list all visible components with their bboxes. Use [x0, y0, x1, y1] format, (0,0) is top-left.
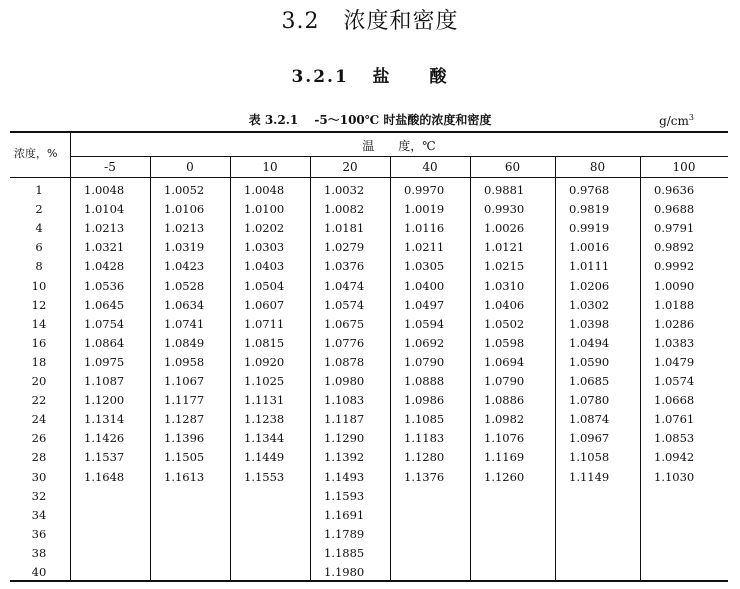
density-cell: 1.0019	[404, 202, 445, 217]
density-cell: 1.0016	[569, 240, 610, 255]
temperature-header: 温 度，℃	[362, 139, 436, 153]
concentration-cell: 28	[31, 450, 47, 465]
density-cell: 1.0975	[84, 354, 125, 369]
density-cell: 1.1314	[84, 412, 125, 427]
density-cell: 1.0202	[244, 221, 285, 236]
concentration-cell: 4	[35, 221, 43, 236]
density-cell: 1.1648	[84, 469, 125, 484]
density-cell: 1.1177	[164, 393, 205, 408]
density-cell: 1.0403	[244, 259, 285, 274]
concentration-cell: 2	[35, 202, 43, 217]
density-cell: 0.9892	[654, 240, 695, 255]
density-cell: 1.1131	[244, 393, 285, 408]
section-title	[0, 4, 740, 35]
density-cell: 1.0048	[84, 183, 125, 197]
subsection-number: 3.2.1	[291, 67, 349, 87]
temperature-header-rule	[70, 156, 728, 157]
density-cell: 1.0536	[84, 278, 125, 293]
concentration-cell: 26	[31, 431, 47, 446]
density-cell: 1.1537	[84, 450, 125, 465]
density-cell: 1.0474	[324, 278, 365, 293]
density-cell: 1.1980	[324, 565, 365, 579]
density-cell: 1.0213	[84, 221, 125, 236]
density-cell: 1.0211	[404, 240, 445, 255]
density-cell: 0.9636	[654, 183, 695, 197]
column-header-temp: -5	[104, 160, 116, 174]
table-top-rule	[10, 131, 728, 133]
density-cell: 1.0319	[164, 240, 205, 255]
density-cell: 1.0406	[484, 297, 525, 312]
density-cell: 0.9881	[484, 183, 525, 197]
column-divider	[150, 156, 151, 580]
density-cell: 1.0790	[404, 354, 445, 369]
density-cell: 1.0980	[324, 374, 365, 388]
density-cell: 1.0942	[654, 450, 695, 465]
density-cell: 1.1067	[164, 374, 205, 388]
density-cell: 1.0504	[244, 278, 285, 293]
density-cell: 1.0052	[164, 183, 205, 197]
column-header-temp: 100	[672, 160, 696, 174]
density-cell: 1.0790	[484, 374, 525, 388]
density-cell: 1.0321	[84, 240, 125, 255]
column-divider	[310, 156, 311, 580]
section-title-text: 浓度和密度	[343, 9, 459, 34]
density-cell: 1.1083	[324, 393, 365, 408]
density-cell: 0.9970	[404, 183, 445, 197]
density-cell: 1.0502	[484, 316, 525, 331]
density-cell: 1.0398	[569, 316, 610, 331]
concentration-cell: 22	[31, 393, 47, 408]
density-cell: 1.1200	[84, 393, 125, 408]
density-cell: 1.0754	[84, 316, 125, 331]
column-divider	[230, 156, 231, 580]
unit-exponent: 3	[688, 113, 694, 122]
density-cell: 1.1593	[324, 488, 365, 503]
density-cell: 1.1505	[164, 450, 205, 465]
density-cell: 1.1260	[484, 469, 525, 484]
concentration-cell: 8	[35, 259, 43, 274]
density-cell: 1.0188	[654, 297, 695, 312]
density-cell: 1.0920	[244, 354, 285, 369]
density-cell: 1.0121	[484, 240, 525, 255]
density-cell: 1.0181	[324, 221, 365, 236]
density-cell: 1.0100	[244, 202, 285, 217]
concentration-cell: 16	[31, 335, 47, 350]
density-cell: 0.9819	[569, 202, 610, 217]
density-cell: 1.0594	[404, 316, 445, 331]
concentration-cell: 6	[35, 240, 43, 255]
concentration-cell: 18	[31, 354, 47, 369]
density-cell: 1.0634	[164, 297, 205, 312]
column-header-temp: 60	[504, 160, 521, 174]
density-cell: 1.0878	[324, 354, 365, 369]
concentration-cell: 1	[35, 183, 43, 197]
concentration-cell: 30	[31, 469, 47, 484]
density-cell: 0.9768	[569, 183, 610, 197]
density-cell: 1.0607	[244, 297, 285, 312]
density-cell: 0.9992	[654, 259, 695, 274]
density-cell: 1.1376	[404, 469, 445, 484]
column-header-temp: 10	[262, 160, 278, 174]
column-header-temp: 0	[186, 160, 194, 174]
density-cell: 1.0849	[164, 335, 205, 350]
density-cell: 1.0711	[244, 316, 285, 331]
density-cell: 1.0574	[324, 297, 365, 312]
concentration-cell: 20	[31, 374, 47, 388]
density-cell: 1.0982	[484, 412, 525, 427]
density-cell: 1.0494	[569, 335, 610, 350]
density-cell: 1.0864	[84, 335, 125, 350]
density-cell: 1.1076	[484, 431, 525, 446]
density-cell: 1.0528	[164, 278, 205, 293]
density-cell: 1.1613	[164, 469, 205, 484]
density-cell: 1.0497	[404, 297, 445, 312]
concentration-cell: 36	[31, 526, 47, 541]
column-header-temp: 20	[342, 160, 358, 174]
density-cell: 1.0815	[244, 335, 285, 350]
density-cell: 1.0116	[404, 221, 445, 236]
concentration-cell: 24	[31, 412, 47, 427]
density-cell: 1.0048	[244, 183, 285, 197]
concentration-cell: 32	[31, 488, 47, 503]
density-cell: 1.0423	[164, 259, 205, 274]
density-cell: 1.0741	[164, 316, 205, 331]
density-cell: 1.1885	[324, 545, 365, 560]
concentration-cell: 10	[31, 278, 47, 293]
density-cell: 1.0986	[404, 393, 445, 408]
density-cell: 1.1344	[244, 431, 285, 446]
density-cell: 1.0310	[484, 278, 525, 293]
density-cell: 1.0032	[324, 183, 365, 197]
column-header-temp: 80	[589, 160, 606, 174]
density-cell: 1.0286	[654, 316, 695, 331]
density-cell: 1.0888	[404, 374, 445, 388]
density-cell: 1.0761	[654, 412, 695, 427]
density-cell: 1.0668	[654, 393, 695, 408]
density-cell: 1.0874	[569, 412, 610, 427]
density-cell: 1.0302	[569, 297, 610, 312]
density-cell: 1.0590	[569, 354, 610, 369]
density-cell: 1.0303	[244, 240, 285, 255]
density-cell: 1.0400	[404, 278, 445, 293]
density-cell: 1.1085	[404, 412, 445, 427]
density-cell: 1.0213	[164, 221, 205, 236]
density-cell: 1.0694	[484, 354, 525, 369]
concentration-cell: 12	[31, 297, 47, 312]
row-header: 浓度，%	[14, 147, 58, 160]
density-cell: 1.1058	[569, 450, 610, 465]
section-number: 3.2	[281, 9, 320, 34]
density-cell: 1.0376	[324, 259, 365, 274]
density-cell: 1.1280	[404, 450, 445, 465]
column-header-rule	[10, 177, 728, 178]
density-cell: 1.0305	[404, 259, 445, 274]
density-cell: 1.0111	[569, 259, 610, 274]
density-cell: 1.1396	[164, 431, 205, 446]
density-cell: 1.1149	[569, 469, 610, 484]
density-cell: 0.9919	[569, 221, 610, 236]
density-cell: 1.0692	[404, 335, 445, 350]
density-cell: 1.0206	[569, 278, 610, 293]
column-header-temp: 40	[422, 160, 438, 174]
density-cell: 1.0104	[84, 202, 125, 217]
unit-base: g/cm	[659, 114, 689, 128]
table-caption: 表 3.2.1 -5～100℃ 时盐酸的浓度和密度	[248, 113, 492, 127]
density-cell: 1.1183	[404, 431, 445, 446]
density-cell: 1.0853	[654, 431, 695, 446]
density-cell: 0.9688	[654, 202, 695, 217]
density-cell: 1.0598	[484, 335, 525, 350]
concentration-cell: 38	[31, 545, 47, 560]
density-cell: 1.0574	[654, 374, 695, 388]
density-cell: 1.1187	[324, 412, 365, 427]
density-cell: 1.0106	[164, 202, 205, 217]
density-cell: 1.1238	[244, 412, 285, 427]
density-cell: 1.1030	[654, 469, 695, 484]
density-cell: 1.1449	[244, 450, 285, 465]
density-cell: 0.9791	[654, 221, 695, 236]
density-cell: 1.0090	[654, 278, 695, 293]
density-cell: 1.1392	[324, 450, 365, 465]
density-cell: 1.0428	[84, 259, 125, 274]
density-cell: 0.9930	[484, 202, 525, 217]
density-cell: 1.1290	[324, 431, 365, 446]
density-cell: 1.1169	[484, 450, 525, 465]
column-divider	[70, 133, 71, 580]
table-unit	[659, 113, 694, 128]
density-cell: 1.1691	[324, 507, 365, 522]
density-cell: 1.0886	[484, 393, 525, 408]
density-cell: 1.1553	[244, 469, 285, 484]
density-cell: 1.1287	[164, 412, 205, 427]
column-divider	[390, 156, 391, 580]
density-cell: 1.0479	[654, 354, 695, 369]
density-cell: 1.1493	[324, 469, 365, 484]
column-divider	[555, 156, 556, 580]
density-cell: 1.0780	[569, 393, 610, 408]
concentration-cell: 14	[31, 316, 47, 331]
density-cell: 1.0279	[324, 240, 365, 255]
density-cell: 1.1025	[244, 374, 285, 388]
density-cell: 1.1789	[324, 526, 365, 541]
table-bottom-rule	[10, 580, 728, 582]
subsection-title	[0, 62, 740, 87]
density-cell: 1.0645	[84, 297, 125, 312]
density-cell: 1.1087	[84, 374, 125, 388]
density-cell: 1.0383	[654, 335, 695, 350]
density-cell: 1.0026	[484, 221, 525, 236]
subsection-title-text: 盐 酸	[372, 67, 449, 87]
density-cell: 1.0685	[569, 374, 610, 388]
density-cell: 1.0958	[164, 354, 205, 369]
concentration-cell: 34	[31, 507, 47, 522]
density-cell: 1.1426	[84, 431, 125, 446]
density-cell: 1.0776	[324, 335, 365, 350]
density-cell: 1.0675	[324, 316, 365, 331]
column-divider	[470, 156, 471, 580]
concentration-cell: 40	[31, 565, 47, 579]
column-divider	[640, 156, 641, 580]
density-cell: 1.0215	[484, 259, 525, 274]
density-cell: 1.0967	[569, 431, 610, 446]
density-cell: 1.0082	[324, 202, 365, 217]
